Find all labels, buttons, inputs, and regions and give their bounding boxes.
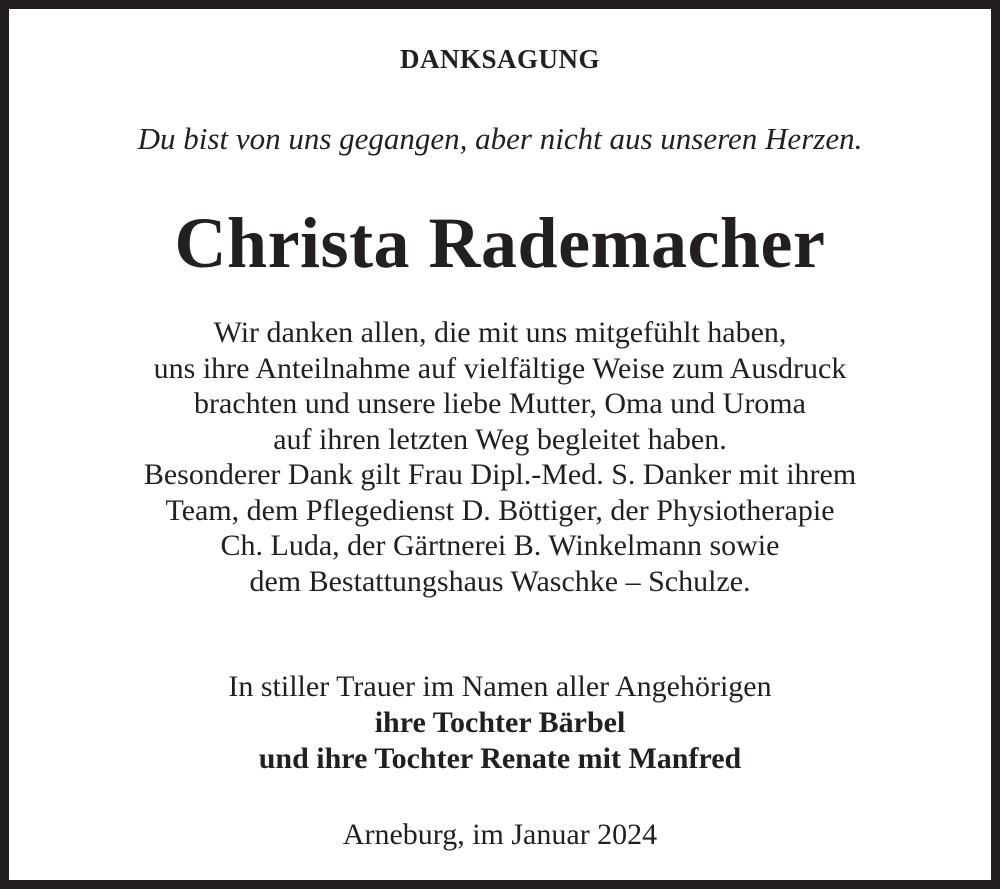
thanks-line: auf ihren letzten Weg begleitet haben. (273, 422, 727, 456)
thanks-line: Besonderer Dank gilt Frau Dipl.-Med. S. Danker mit ihrem (143, 458, 857, 491)
mourner-name: ihre Tochter Bärbel (374, 706, 626, 739)
mourner-name: und ihre Tochter Renate mit Manfred (258, 742, 742, 775)
place-date: Arneburg, im Januar 2024 (342, 818, 658, 851)
notice-heading: DANKSAGUNG (399, 44, 600, 74)
thanks-line: dem Bestattungshaus Waschke – Schulze. (249, 564, 751, 598)
thanks-line: Wir danken allen, die mit uns mitgefühlt haben, (213, 316, 787, 349)
deceased-name: Christa Rademacher (174, 203, 826, 283)
thanks-text (9, 315, 991, 599)
thanks-line: Ch. Luda, der Gärtnerei B. Winkelmann sowie (220, 529, 780, 562)
thanks-line: Team, dem Pflegedienst D. Böttiger, der Physiotherapie (165, 493, 835, 527)
thanks-line: brachten und unsere liebe Mutter, Oma und Uroma (194, 387, 806, 420)
signoff-intro: In stiller Trauer im Namen aller Angehörigen (228, 670, 772, 703)
notice-motto: Du bist von uns gegangen, aber nicht aus unseren Herzen. (137, 121, 863, 156)
signoff-block (9, 669, 991, 777)
thanks-line: uns ihre Anteilnahme auf vielfältige Weise zum Ausdruck (153, 351, 847, 385)
obituary-notice (9, 9, 991, 880)
